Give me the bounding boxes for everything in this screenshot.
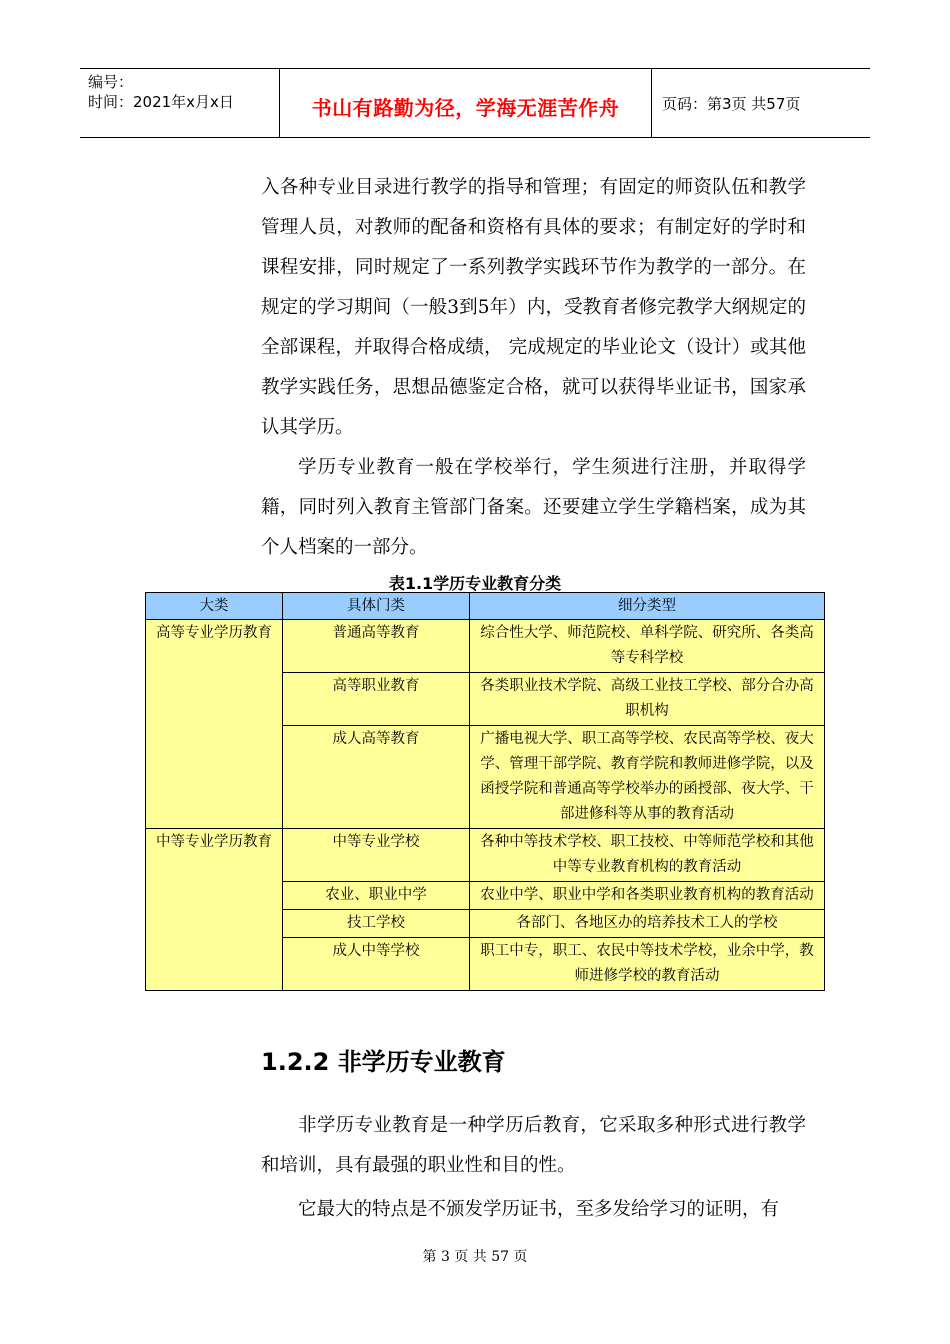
detail-cell: 综合性大学、师范院校、单科学院、研究所、各类高等专科学校 bbox=[470, 620, 825, 673]
date-label: 时间：2021年x月x日 bbox=[88, 93, 234, 111]
type-cell: 普通高等教育 bbox=[283, 620, 470, 673]
type-cell: 成人中等学校 bbox=[283, 938, 470, 991]
detail-cell: 农业中学、职业中学和各类职业教育机构的教育活动 bbox=[470, 882, 825, 910]
header-page-info: 页码：第3页 共57页 bbox=[662, 94, 801, 113]
paragraph: 入各种专业目录进行教学的指导和管理；有固定的师资队伍和教学管理人员，对教师的配备和资格有具体的要求；有制定好的学时和课程安排，同时规定了一系列教学实践环节作为教学的一部分。在规定的学习期间（一般3到5年）内，受教育者修完教学大纲规定的全部课程，并取得合格成绩， 完成规定的毕业论文（设计）或其他教学实践任务，思想品德鉴定合格，就可以获得毕业证书，国家承认其学历。 bbox=[261, 177, 806, 438]
type-cell: 中等专业学校 bbox=[283, 829, 470, 882]
detail-cell: 各类职业技术学院、高级工业技工学校、部分合办高职机构 bbox=[470, 673, 825, 726]
paragraph: 它最大的特点是不颁发学历证书，至多发给学习的证明，有 bbox=[298, 1199, 780, 1220]
header-type: 具体门类 bbox=[283, 593, 470, 620]
table-row bbox=[146, 829, 825, 882]
detail-cell: 各部门、各地区办的培养技术工人的学校 bbox=[470, 910, 825, 938]
table-header-row bbox=[146, 593, 825, 620]
code-label: 编号： bbox=[88, 73, 134, 91]
body-text-section bbox=[261, 1106, 806, 1230]
table-caption: 表1.1学历专业教育分类 bbox=[388, 574, 562, 593]
detail-cell: 广播电视大学、职工高等学校、农民高等学校、夜大学、管理干部学院、教育学院和教师进修学院，以及函授学院和普通高等学校举办的函授部、夜大学、干部进修科等从事的教育活动 bbox=[470, 726, 825, 829]
type-cell: 技工学校 bbox=[283, 910, 470, 938]
header-motto: 书山有路勤为径，学海无涯苦作舟 bbox=[280, 69, 652, 137]
paragraph: 非学历专业教育是一种学历后教育，它采取多种形式进行教学和培训，具有最强的职业性和目的性。 bbox=[261, 1115, 806, 1176]
detail-cell: 职工中专，职工、农民中等技术学校，业余中学，教师进修学校的教育活动 bbox=[470, 938, 825, 991]
category-cell: 中等专业学历教育 bbox=[146, 829, 283, 991]
page-header bbox=[80, 68, 870, 138]
classification-table bbox=[145, 592, 825, 991]
paragraph: 学历专业教育一般在学校举行，学生须进行注册，并取得学籍，同时列入教育主管部门备案。还要建立学生学籍档案，成为其个人档案的一部分。 bbox=[261, 457, 806, 558]
body-text-top bbox=[261, 168, 806, 568]
table-row bbox=[146, 620, 825, 673]
section-heading: 1.2.2 非学历专业教育 bbox=[261, 1048, 506, 1076]
header-category: 大类 bbox=[146, 593, 283, 620]
detail-cell: 各种中等技术学校、职工技校、中等师范学校和其他中等专业教育机构的教育活动 bbox=[470, 829, 825, 882]
header-detail: 细分类型 bbox=[470, 593, 825, 620]
category-cell: 高等专业学历教育 bbox=[146, 620, 283, 829]
type-cell: 高等职业教育 bbox=[283, 673, 470, 726]
type-cell: 成人高等教育 bbox=[283, 726, 470, 829]
page-footer: 第 3 页 共 57 页 bbox=[422, 1249, 528, 1265]
header-meta bbox=[80, 69, 280, 137]
type-cell: 农业、职业中学 bbox=[283, 882, 470, 910]
